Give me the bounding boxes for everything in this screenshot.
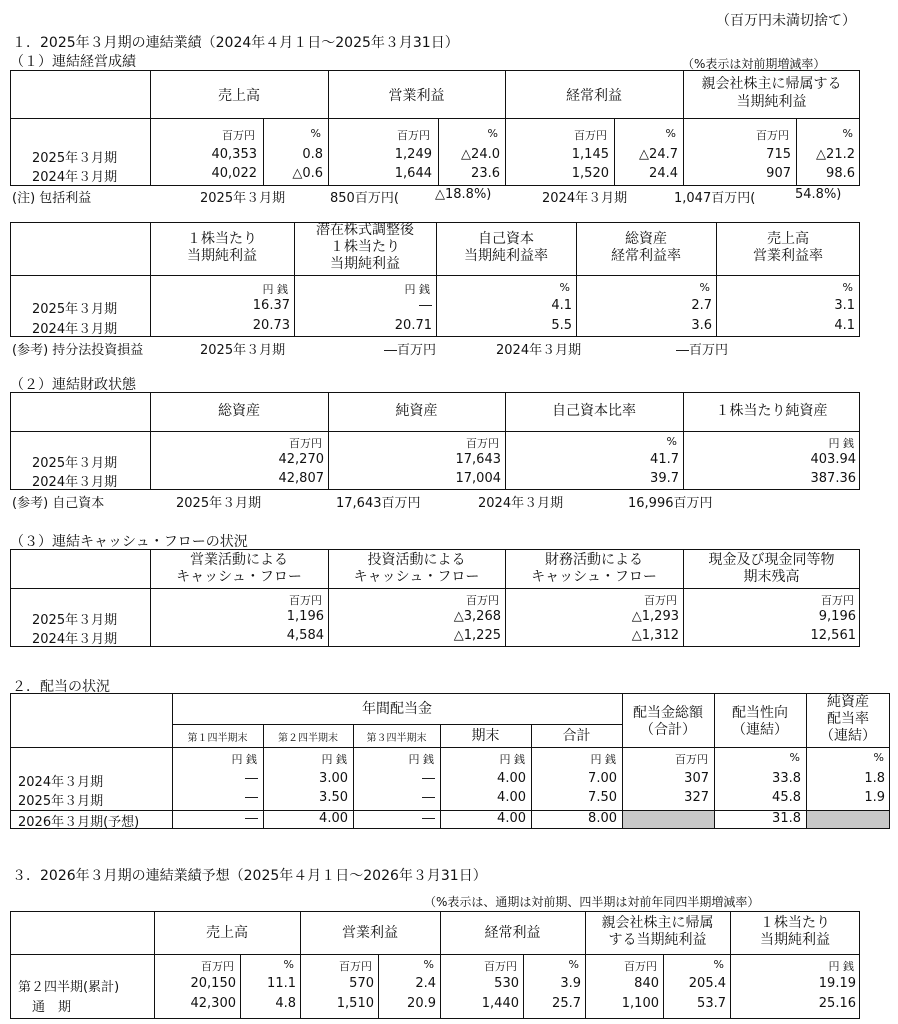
cash-flow-subtitle: （３）連結キャッシュ・フローの状況 [10, 534, 248, 550]
table-cell: △21.2 [816, 147, 855, 162]
unit-cell: % [713, 958, 724, 971]
header-annual-dividend: 年間配当金 [362, 701, 432, 717]
forecast-pct-note: （%表示は、通期は対前期、四半期は対前年同四半期増減率） [424, 895, 760, 909]
table-cell: 4.00 [497, 771, 526, 786]
unit-cell: % [873, 751, 884, 764]
header-doe: 純資産 配当率 （連結） [820, 694, 876, 744]
unit-cell: % [699, 281, 710, 294]
note-value: ―百万円 [676, 343, 729, 358]
header-total: 合計 [562, 728, 591, 744]
note-value: △18.8%) [435, 187, 492, 202]
unit-cell: 百万円 [574, 129, 607, 142]
note-period: 2025年３月期 [176, 496, 262, 511]
table-cell: 1,520 [571, 166, 609, 181]
header-operating-income: 営業利益 [342, 925, 398, 941]
table-cell: 9,196 [818, 609, 856, 624]
table-cell: 4.00 [319, 811, 348, 826]
unit-cell: % [423, 958, 434, 971]
row-label: 2025年３月期 [32, 613, 118, 628]
header-eps: １株当たり 当期純利益 [760, 915, 830, 948]
unit-cell: 百万円 [397, 129, 430, 142]
header-dividend-total: 配当金総額 （合計） [633, 705, 703, 738]
note-period: 2025年３月期 [200, 343, 286, 358]
note-value: 17,643百万円 [336, 496, 421, 511]
header-sales: 売上高 [218, 88, 260, 104]
table-cell: 4.1 [834, 318, 855, 333]
header-operating-income: 営業利益 [388, 88, 445, 104]
table-cell: ― [245, 790, 258, 805]
table-cell: 12,561 [810, 628, 856, 643]
table-cell: 2.7 [691, 298, 712, 313]
unit-cell: % [842, 281, 853, 294]
dividends-title: ２．配当の状況 [12, 679, 110, 695]
note-period: 2024年３月期 [478, 496, 564, 511]
unit-cell: 円 銭 [590, 753, 616, 766]
unit-cell: % [568, 958, 579, 971]
table-cell: 2.4 [415, 976, 436, 991]
table-cell: 53.7 [697, 996, 726, 1011]
unit-cell: % [310, 127, 321, 140]
section-1-title: １．2025年３月期の連結業績（2024年４月１日～2025年３月31日） [12, 35, 459, 51]
row-label: 2025年３月期 [18, 794, 104, 809]
unit-cell: 円 銭 [231, 753, 257, 766]
blank-cell [806, 810, 889, 828]
table-cell: 20.73 [252, 318, 290, 333]
note-value: 1,047百万円( [674, 191, 756, 206]
header-net-assets: 純資産 [395, 403, 438, 419]
table-cell: 25.16 [818, 996, 856, 1011]
header-diluted-eps: 潜在株式調整後 １株当たり 当期純利益 [316, 222, 414, 272]
table-cell: 3.00 [319, 771, 348, 786]
table-cell: 7.00 [588, 771, 617, 786]
note-label: (参考) 自己資本 [12, 496, 105, 511]
header-roa: 総資産 経常利益率 [611, 231, 681, 264]
header-net-income: 親会社株主に帰属 する当期純利益 [601, 915, 714, 948]
table-cell: 41.7 [650, 452, 679, 467]
table-cell: 17,004 [455, 471, 501, 486]
table-cell: 327 [684, 790, 709, 805]
table-cell: 1,644 [394, 166, 432, 181]
header-equity-ratio: 自己資本比率 [552, 403, 636, 419]
table-cell: ― [422, 790, 435, 805]
note-value: ―百万円 [384, 343, 437, 358]
unit-cell: 百万円 [222, 129, 255, 142]
row-label: 2024年３月期 [32, 322, 118, 337]
table-cell: 5.5 [551, 318, 572, 333]
unit-cell: 円 銭 [262, 283, 288, 296]
header-q1: 第１四半期末 [187, 733, 248, 744]
table-cell: △1,293 [631, 609, 679, 624]
header-year-end: 期末 [471, 728, 500, 744]
header-cash-balance: 現金及び現金同等物 期末残高 [708, 552, 835, 585]
header-roe: 自己資本 当期純利益率 [464, 231, 548, 264]
table-cell: 1,249 [394, 147, 432, 162]
row-label: 2026年３月期(予想) [18, 815, 140, 830]
table-cell: 17,643 [455, 452, 501, 467]
table-cell: 20,150 [190, 976, 236, 991]
header-ordinary-income: 経常利益 [484, 925, 541, 941]
table-cell: 715 [766, 147, 791, 162]
table-cell: 205.4 [688, 976, 726, 991]
header-q3: 第３四半期末 [366, 733, 427, 744]
table-cell: 387.36 [810, 471, 856, 486]
table-cell: 4.8 [275, 996, 296, 1011]
table-cell: 40,022 [211, 166, 257, 181]
unit-cell: 百万円 [821, 594, 854, 607]
financial-position-subtitle: （２）連結財政状態 [10, 377, 136, 393]
unit-cell: 百万円 [466, 594, 499, 607]
table-cell: 4,584 [286, 628, 324, 643]
row-label: 2024年３月期 [18, 775, 104, 790]
unit-cell: % [283, 958, 294, 971]
table-cell: 403.94 [810, 452, 856, 467]
results-subtitle: （１）連結経営成績 [10, 54, 136, 70]
unit-cell: 百万円 [644, 594, 677, 607]
unit-cell: 百万円 [756, 129, 789, 142]
table-cell: 1,145 [571, 147, 609, 162]
table-cell: △24.0 [461, 147, 500, 162]
table-cell: ― [245, 771, 258, 786]
header-operating-margin: 売上高 営業利益率 [753, 231, 823, 264]
header-total-assets: 総資産 [218, 403, 260, 419]
unit-cell: 百万円 [624, 960, 657, 973]
unit-cell: 百万円 [339, 960, 372, 973]
unit-cell: % [666, 435, 677, 448]
unit-cell: 百万円 [675, 753, 708, 766]
unit-cell: % [487, 127, 498, 140]
table-cell: ― [422, 811, 435, 826]
table-cell: 8.00 [588, 811, 617, 826]
table-cell: 1,440 [481, 996, 519, 1011]
unit-cell: % [559, 281, 570, 294]
unit-cell: 円 銭 [828, 960, 854, 973]
header-ordinary-income: 経常利益 [566, 88, 622, 104]
note-value: 850百万円( [330, 191, 399, 206]
blank-cell [622, 810, 714, 828]
table-cell: 7.50 [588, 790, 617, 805]
table-cell: 25.7 [552, 996, 581, 1011]
table-cell: △3,268 [453, 609, 501, 624]
table-cell: 530 [494, 976, 519, 991]
table-cell: 20.9 [407, 996, 436, 1011]
table-cell: 23.6 [471, 166, 500, 181]
note-value: 16,996百万円 [628, 496, 713, 511]
table-cell: 42,807 [278, 471, 324, 486]
row-label: 通 期 [32, 1000, 72, 1015]
table-cell: 1,100 [621, 996, 659, 1011]
table-cell: 20.71 [394, 318, 432, 333]
table-cell: 0.8 [302, 147, 323, 162]
header-bps: １株当たり純資産 [715, 403, 828, 419]
unit-cell: 円 銭 [499, 753, 525, 766]
table-cell: ― [419, 298, 432, 313]
row-label: 2024年３月期 [32, 632, 118, 647]
table-cell: 98.6 [826, 166, 855, 181]
unit-cell: 円 銭 [828, 437, 854, 450]
forecast-title: ３．2026年３月期の連結業績予想（2025年４月１日～2026年３月31日） [12, 868, 487, 884]
header-operating-cf: 営業活動による キャッシュ・フロー [176, 552, 302, 585]
unit-cell: 百万円 [289, 594, 322, 607]
table-cell: ― [422, 771, 435, 786]
table-cell: 39.7 [650, 471, 679, 486]
table-cell: 42,300 [190, 996, 236, 1011]
header-investing-cf: 投資活動による キャッシュ・フロー [353, 552, 480, 585]
table-cell: 45.8 [772, 790, 801, 805]
table-cell: △1,312 [631, 628, 679, 643]
unit-cell: % [789, 751, 800, 764]
row-label: 2025年３月期 [32, 151, 118, 166]
table-cell: 4.1 [551, 298, 572, 313]
header-payout-ratio: 配当性向 （連結） [732, 705, 788, 738]
row-label: 2025年３月期 [32, 302, 118, 317]
unit-cell: 円 銭 [404, 283, 430, 296]
table-cell: ― [245, 811, 258, 826]
table-cell: 3.1 [834, 298, 855, 313]
note-value: 54.8%) [795, 187, 842, 202]
table-cell: 4.00 [497, 811, 526, 826]
table-cell: 570 [349, 976, 374, 991]
unit-cell: 円 銭 [408, 753, 434, 766]
table-cell: 1,196 [286, 609, 324, 624]
unit-cell: 百万円 [201, 960, 234, 973]
unit-cell: 百万円 [289, 437, 322, 450]
table-cell: 24.4 [649, 166, 678, 181]
table-cell: △1,225 [453, 628, 501, 643]
table-cell: 40,353 [211, 147, 257, 162]
table-cell: 4.00 [497, 790, 526, 805]
pct-note: （%表示は対前期増減率） [682, 57, 826, 71]
unit-note: （百万円未満切捨て） [716, 13, 856, 29]
unit-cell: 百万円 [484, 960, 517, 973]
table-cell: 19.19 [818, 976, 856, 991]
table-cell: 1.9 [864, 790, 885, 805]
unit-cell: % [665, 127, 676, 140]
note-label: (注) 包括利益 [12, 191, 92, 206]
note-period: 2025年３月期 [200, 191, 286, 206]
header-q2: 第２四半期末 [278, 733, 338, 744]
note-period: 2024年３月期 [542, 191, 628, 206]
table-cell: 33.8 [772, 771, 801, 786]
note-label: (参考) 持分法投資損益 [12, 343, 144, 358]
table-cell: 3.50 [319, 790, 348, 805]
table-cell: 3.9 [560, 976, 581, 991]
table-cell: 307 [684, 771, 709, 786]
row-label: 第２四半期(累計) [18, 980, 120, 995]
note-period: 2024年３月期 [496, 343, 582, 358]
unit-cell: 円 銭 [321, 753, 347, 766]
table-cell: 840 [634, 976, 659, 991]
header-net-income-line2: 当期純利益 [736, 94, 807, 110]
unit-cell: % [842, 127, 853, 140]
row-label: 2024年３月期 [32, 475, 118, 490]
header-eps: １株当たり 当期純利益 [187, 231, 257, 264]
table-cell: △24.7 [639, 147, 678, 162]
header-sales: 売上高 [206, 925, 248, 941]
table-cell: 3.6 [691, 318, 712, 333]
table-cell: 31.8 [772, 811, 801, 826]
header-financing-cf: 財務活動による キャッシュ・フロー [531, 552, 657, 585]
table-cell: 1,510 [336, 996, 374, 1011]
table-cell: 16.37 [252, 298, 290, 313]
table-cell: 11.1 [267, 976, 296, 991]
table-cell: △0.6 [292, 166, 323, 181]
row-label: 2024年３月期 [32, 170, 118, 185]
table-cell: 907 [766, 166, 791, 181]
unit-cell: 百万円 [466, 437, 499, 450]
header-net-income-line1: 親会社株主に帰属する [701, 76, 842, 92]
table-cell: 1.8 [864, 771, 885, 786]
table-cell: 42,270 [278, 452, 324, 467]
row-label: 2025年３月期 [32, 456, 118, 471]
